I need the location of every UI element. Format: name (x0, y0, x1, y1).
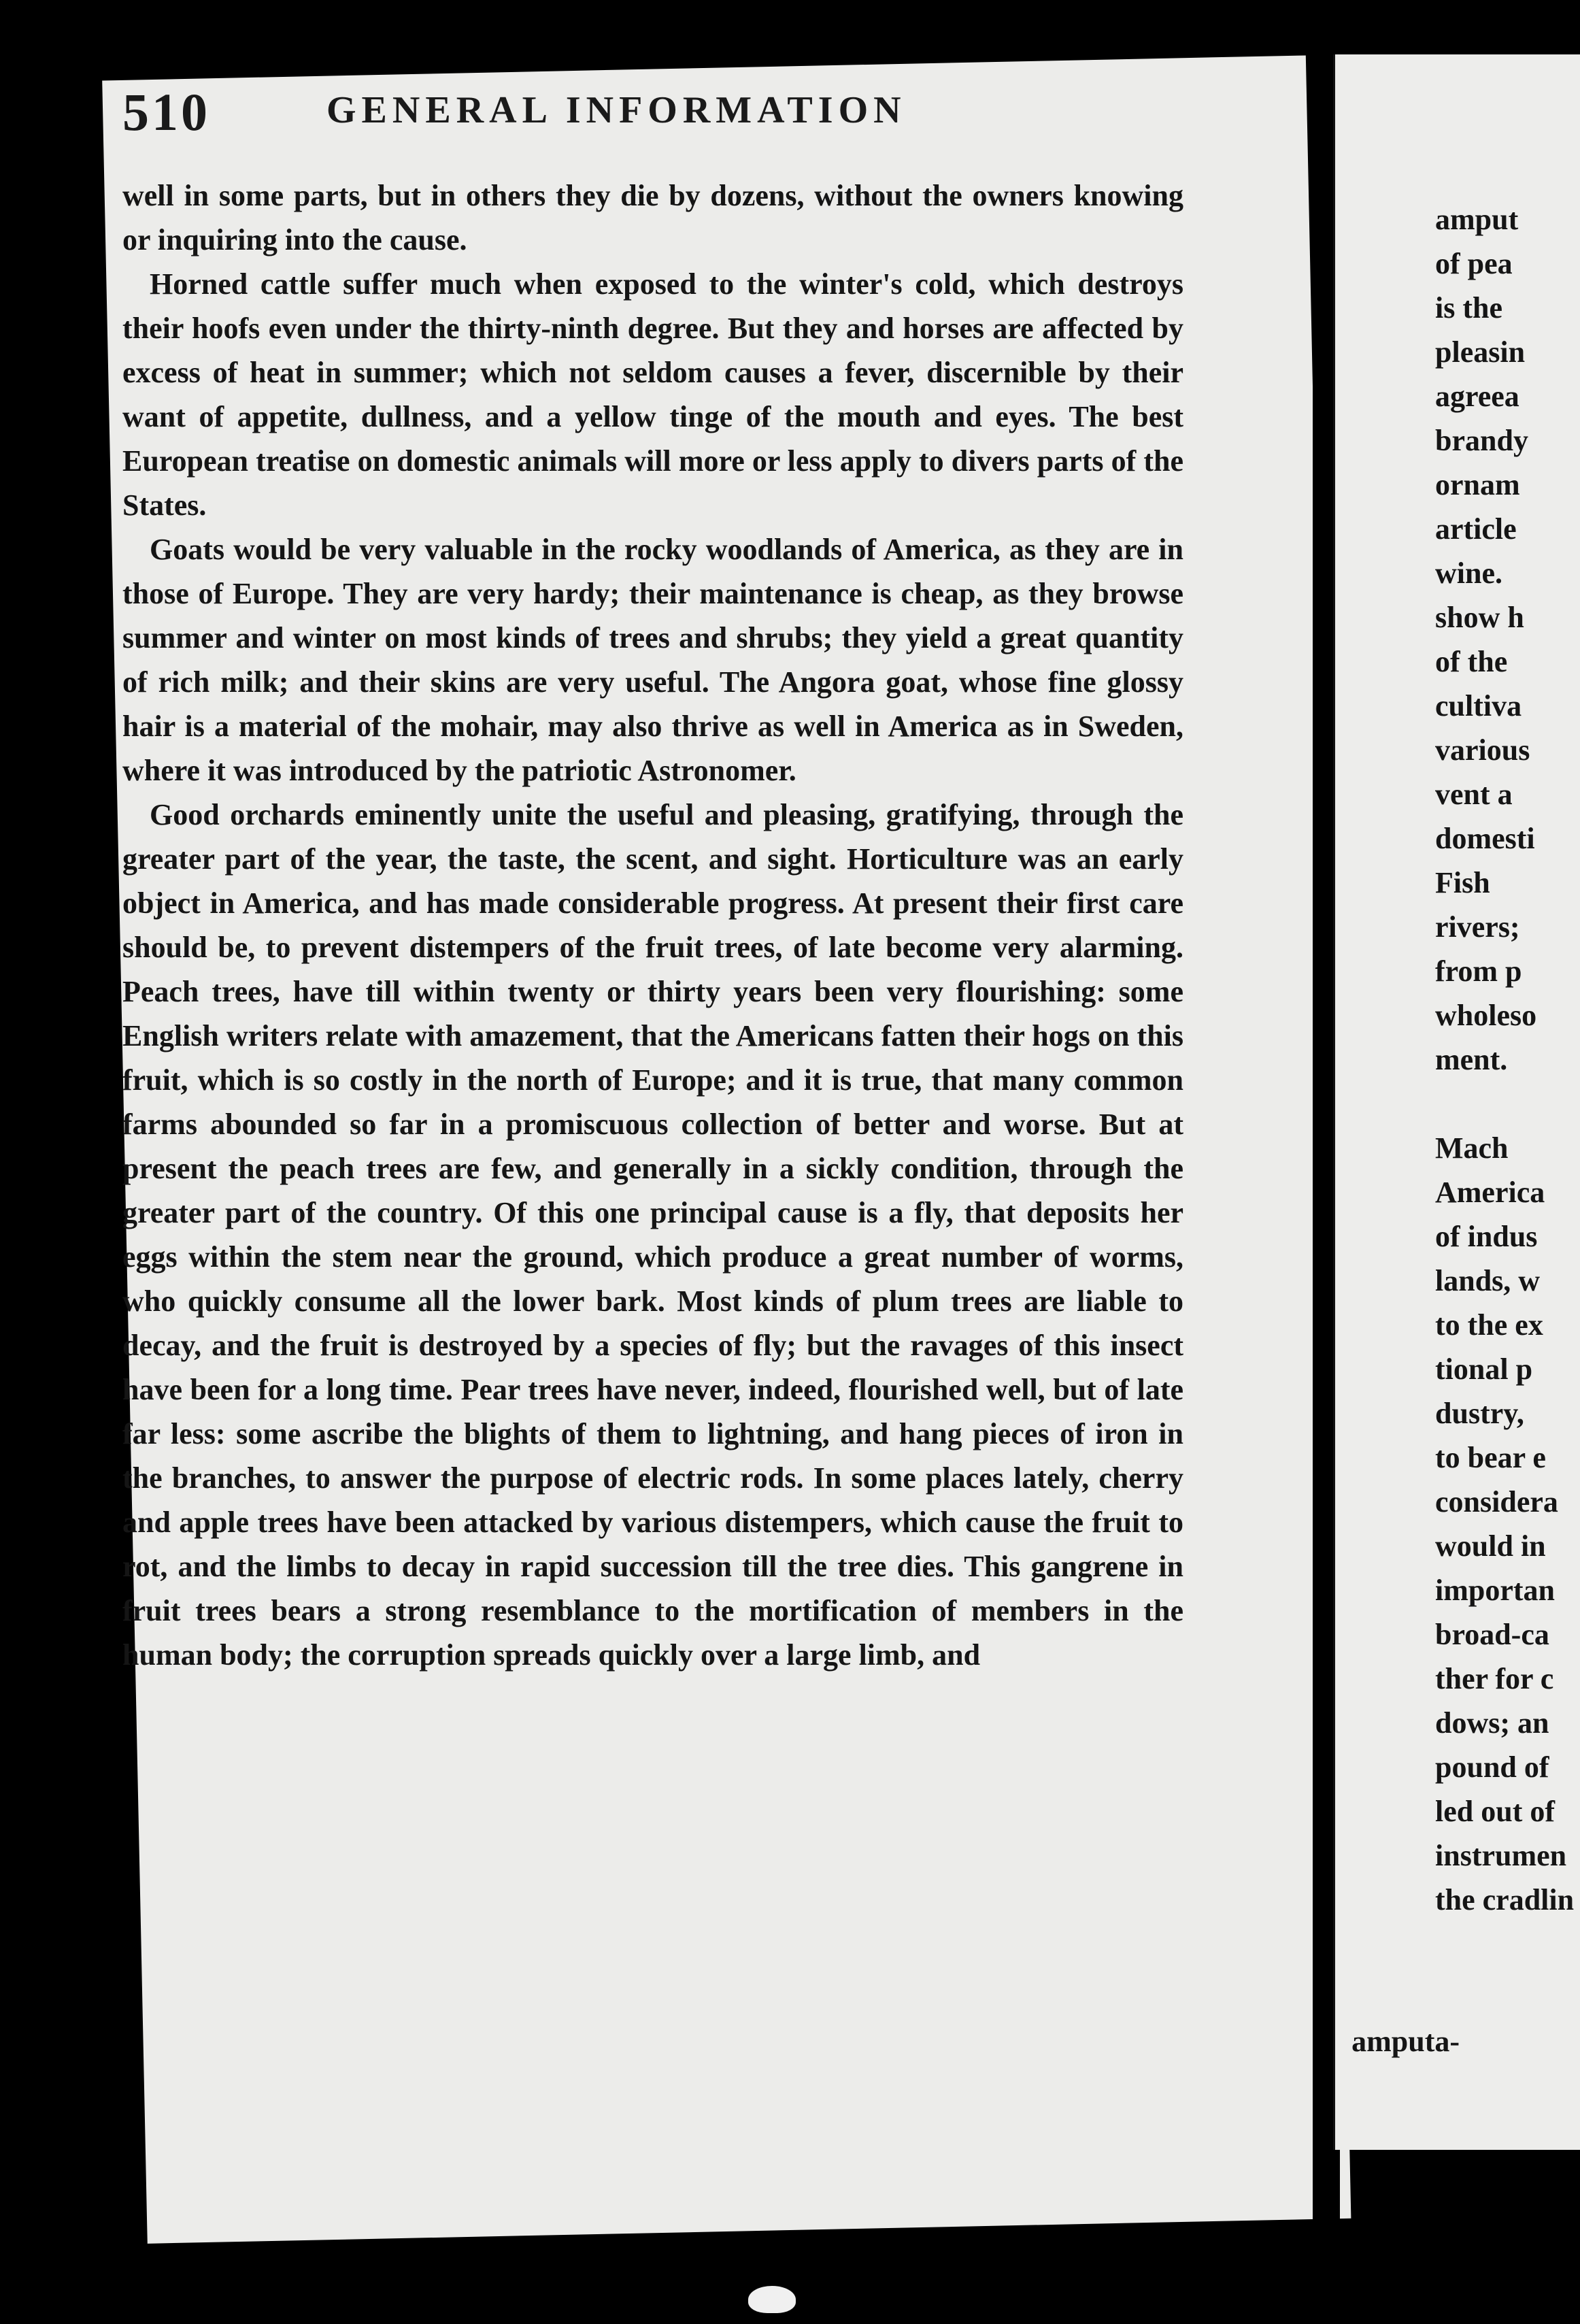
paragraph-horned-cattle: Horned cattle suffer much when exposed to the winter's cold, which destroys their hoofs even under the thirty-ninth degree. But they and horses are affected by excess of heat in summer; which not seldom causes a fever, discernible by their want of appetite, dullness, and a yellow tinge of the mouth and eyes. The best European treatise on domestic animals will more or less apply to divers parts of the States. (122, 267, 1183, 522)
right-page-line: pleasin (1435, 335, 1526, 369)
right-page-line: rivers; (1435, 910, 1520, 944)
right-page-line: vent a (1435, 778, 1513, 811)
right-page-line: pound of (1435, 1750, 1549, 1784)
right-page-line: dows; an (1435, 1706, 1549, 1740)
right-page-line: show h (1435, 601, 1524, 634)
right-page-line: of the (1435, 645, 1508, 678)
right-page-line: dustry, (1435, 1397, 1524, 1430)
right-page-line: wine. (1435, 557, 1502, 590)
right-page-text (1435, 197, 1575, 1922)
right-page-line: Fish (1435, 866, 1490, 899)
right-page-line: amput (1435, 203, 1519, 236)
right-page-line: considera (1435, 1485, 1558, 1518)
right-page-line (1435, 1082, 1548, 1126)
right-page-line: brandy (1435, 424, 1528, 457)
right-page-line: of indus (1435, 1220, 1538, 1253)
right-page-line: article (1435, 512, 1517, 546)
right-page-line: various (1435, 733, 1530, 767)
running-head-title: GENERAL INFORMATION (326, 89, 907, 131)
right-page-line: broad-ca (1435, 1618, 1549, 1651)
right-page-line: tional p (1435, 1352, 1533, 1386)
right-page-line: to the ex (1435, 1308, 1543, 1342)
paragraph-orchards: Good orchards eminently unite the useful and pleasing, gratifying, through the greater part of the year, the taste, the scent, and sight. Horticulture was an early object in America, and has made considerable progress. At present their first care should be, to prevent distempers of the fruit trees, of late become very alarming. Peach trees, have till within twenty or thirty years been very flourishing: some English writers relate with amazement, that the Americans fatten their hogs on this fruit, which is so costly in the north of Europe; and it is true, that many common farms abounded so far in a promiscuous collection of better and worse. But at present the peach trees are few, and generally in a sickly condition, through the greater part of the country. Of this one principal cause is a fly, that deposits her eggs within the stem near the ground, which produce a great number of worms, who quickly consume all the lower bark. Most kinds of plum trees are liable to decay, and the fruit is destroyed by a species of fly; but the ravages of this insect have been for a long time. Pear trees have never, indeed, flourished well, but of late far less: some ascribe the blights of them to lightning, and hang pieces of iron in the branches, to answer the purpose of electric rods. In some places lately, cherry and apple trees have been attacked by various distempers, which cause the fruit to rot, and the limbs to decay in rapid succession till the tree dies. This gangrene in fruit trees bears a strong resemblance to the mortification of members in the human body; the corruption spreads quickly over a large limb, and (122, 798, 1183, 1672)
right-page-line: America (1435, 1176, 1545, 1209)
paragraph-goats: Goats would be very valuable in the rocky woodlands of America, as they are in those of Europe. They are very hardy; their maintenance is cheap, as they browse summer and winter on most kinds of trees and shrubs; they yield a great quantity of rich milk; and their skins are very useful. The Angora goat, whose fine glossy hair is a material of the mohair, may also thrive as well in America as in Sweden, where it was introduced by the patriotic Astronomer. (122, 533, 1183, 787)
right-page-line: ment. (1435, 1043, 1508, 1076)
right-page-line: Mach (1435, 1131, 1509, 1165)
right-page-line: domesti (1435, 822, 1535, 855)
right-page-line: wholeso (1435, 999, 1537, 1032)
running-head (122, 82, 1197, 163)
right-page-line: cultiva (1435, 689, 1522, 723)
right-page-line: lands, w (1435, 1264, 1541, 1297)
right-page-line: would in (1435, 1529, 1546, 1563)
page-ornament (748, 2286, 796, 2313)
right-page-line: ornam (1435, 468, 1520, 501)
right-page-line: instrumen (1435, 1839, 1567, 1872)
page-number: 510 (122, 82, 210, 142)
right-page-line: from p (1435, 954, 1522, 988)
right-page-line: ther for c (1435, 1662, 1554, 1695)
paragraph-continuation: well in some parts, but in others they die by dozens, without the owners knowing or inquiring into the cause. (122, 179, 1183, 256)
right-page-line: led out of (1435, 1795, 1555, 1828)
right-page-line: importan (1435, 1574, 1555, 1607)
right-page-line: is the (1435, 291, 1502, 325)
right-page-line: agreea (1435, 380, 1519, 413)
right-page-line: of pea (1435, 247, 1513, 280)
right-page-line: to bear e (1435, 1441, 1546, 1474)
right-page-line: the cradlin (1435, 1883, 1575, 1916)
catchword: amputa- (1351, 2025, 1460, 2058)
body-text (122, 173, 1183, 1677)
